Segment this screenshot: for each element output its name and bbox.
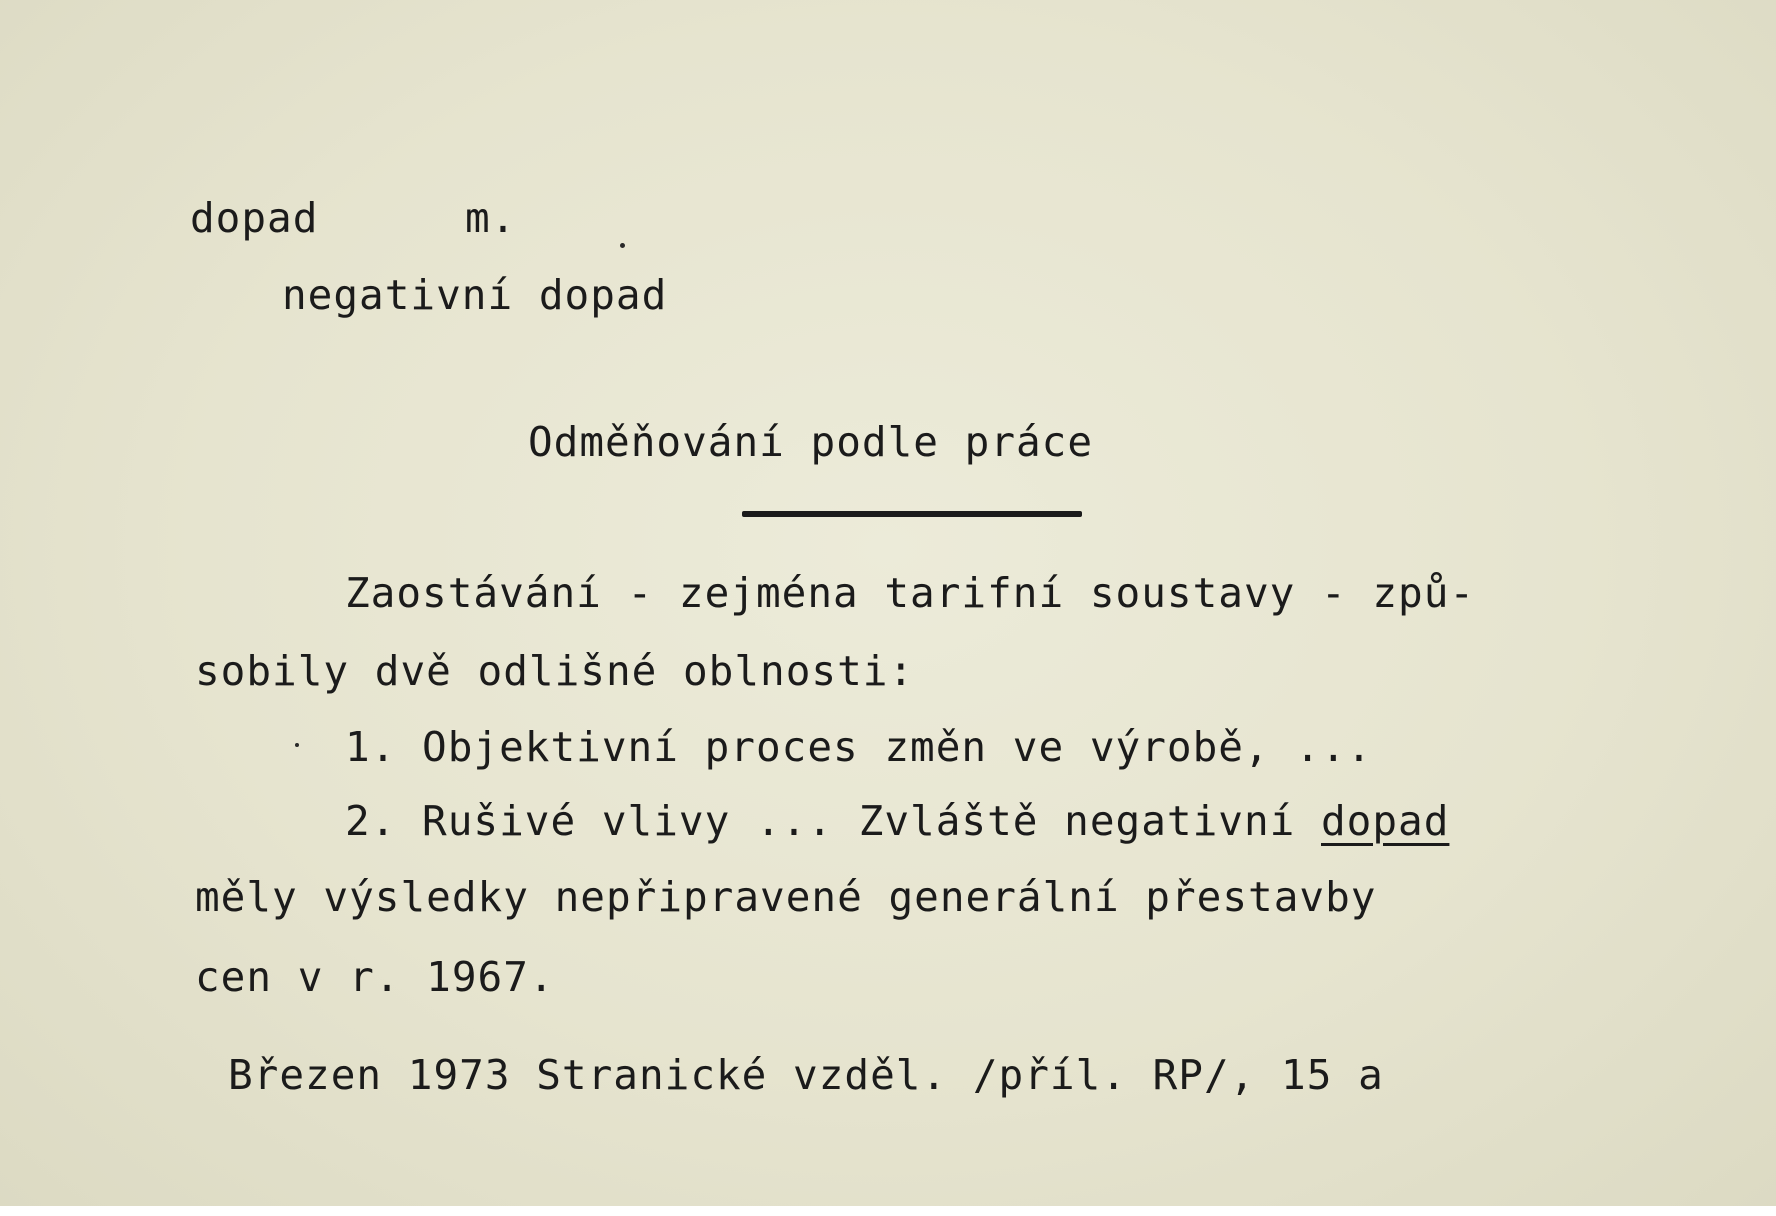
quote-line-5: měly výsledky nepřipravené generální přestavby: [195, 873, 1377, 921]
ink-speck: [620, 243, 625, 248]
quote-line-4: [345, 797, 1450, 845]
quote-line-3: 1. Objektivní proces změn ve výrobě, ...: [345, 723, 1373, 771]
source-citation: Březen 1973 Stranické vzděl. /příl. RP/, 15 a: [228, 1051, 1384, 1099]
section-title: Odměňování podle práce: [528, 418, 1094, 466]
gender-label: m.: [465, 194, 517, 242]
phrase: negativní dopad: [282, 271, 668, 319]
headword: dopad: [190, 194, 319, 242]
quote-line-2: sobily dvě odlišné oblnosti:: [195, 647, 915, 695]
quote-line-4-text: 2. Rušivé vlivy ... Zvláště negativní: [345, 797, 1321, 845]
quote-line-6: cen v r. 1967.: [195, 953, 555, 1001]
title-rule: [742, 511, 1082, 517]
underlined-term: dopad: [1321, 797, 1450, 845]
ink-speck: [295, 743, 299, 747]
quote-line-1: Zaostávání - zejména tarifní soustavy - způ-: [345, 569, 1476, 617]
